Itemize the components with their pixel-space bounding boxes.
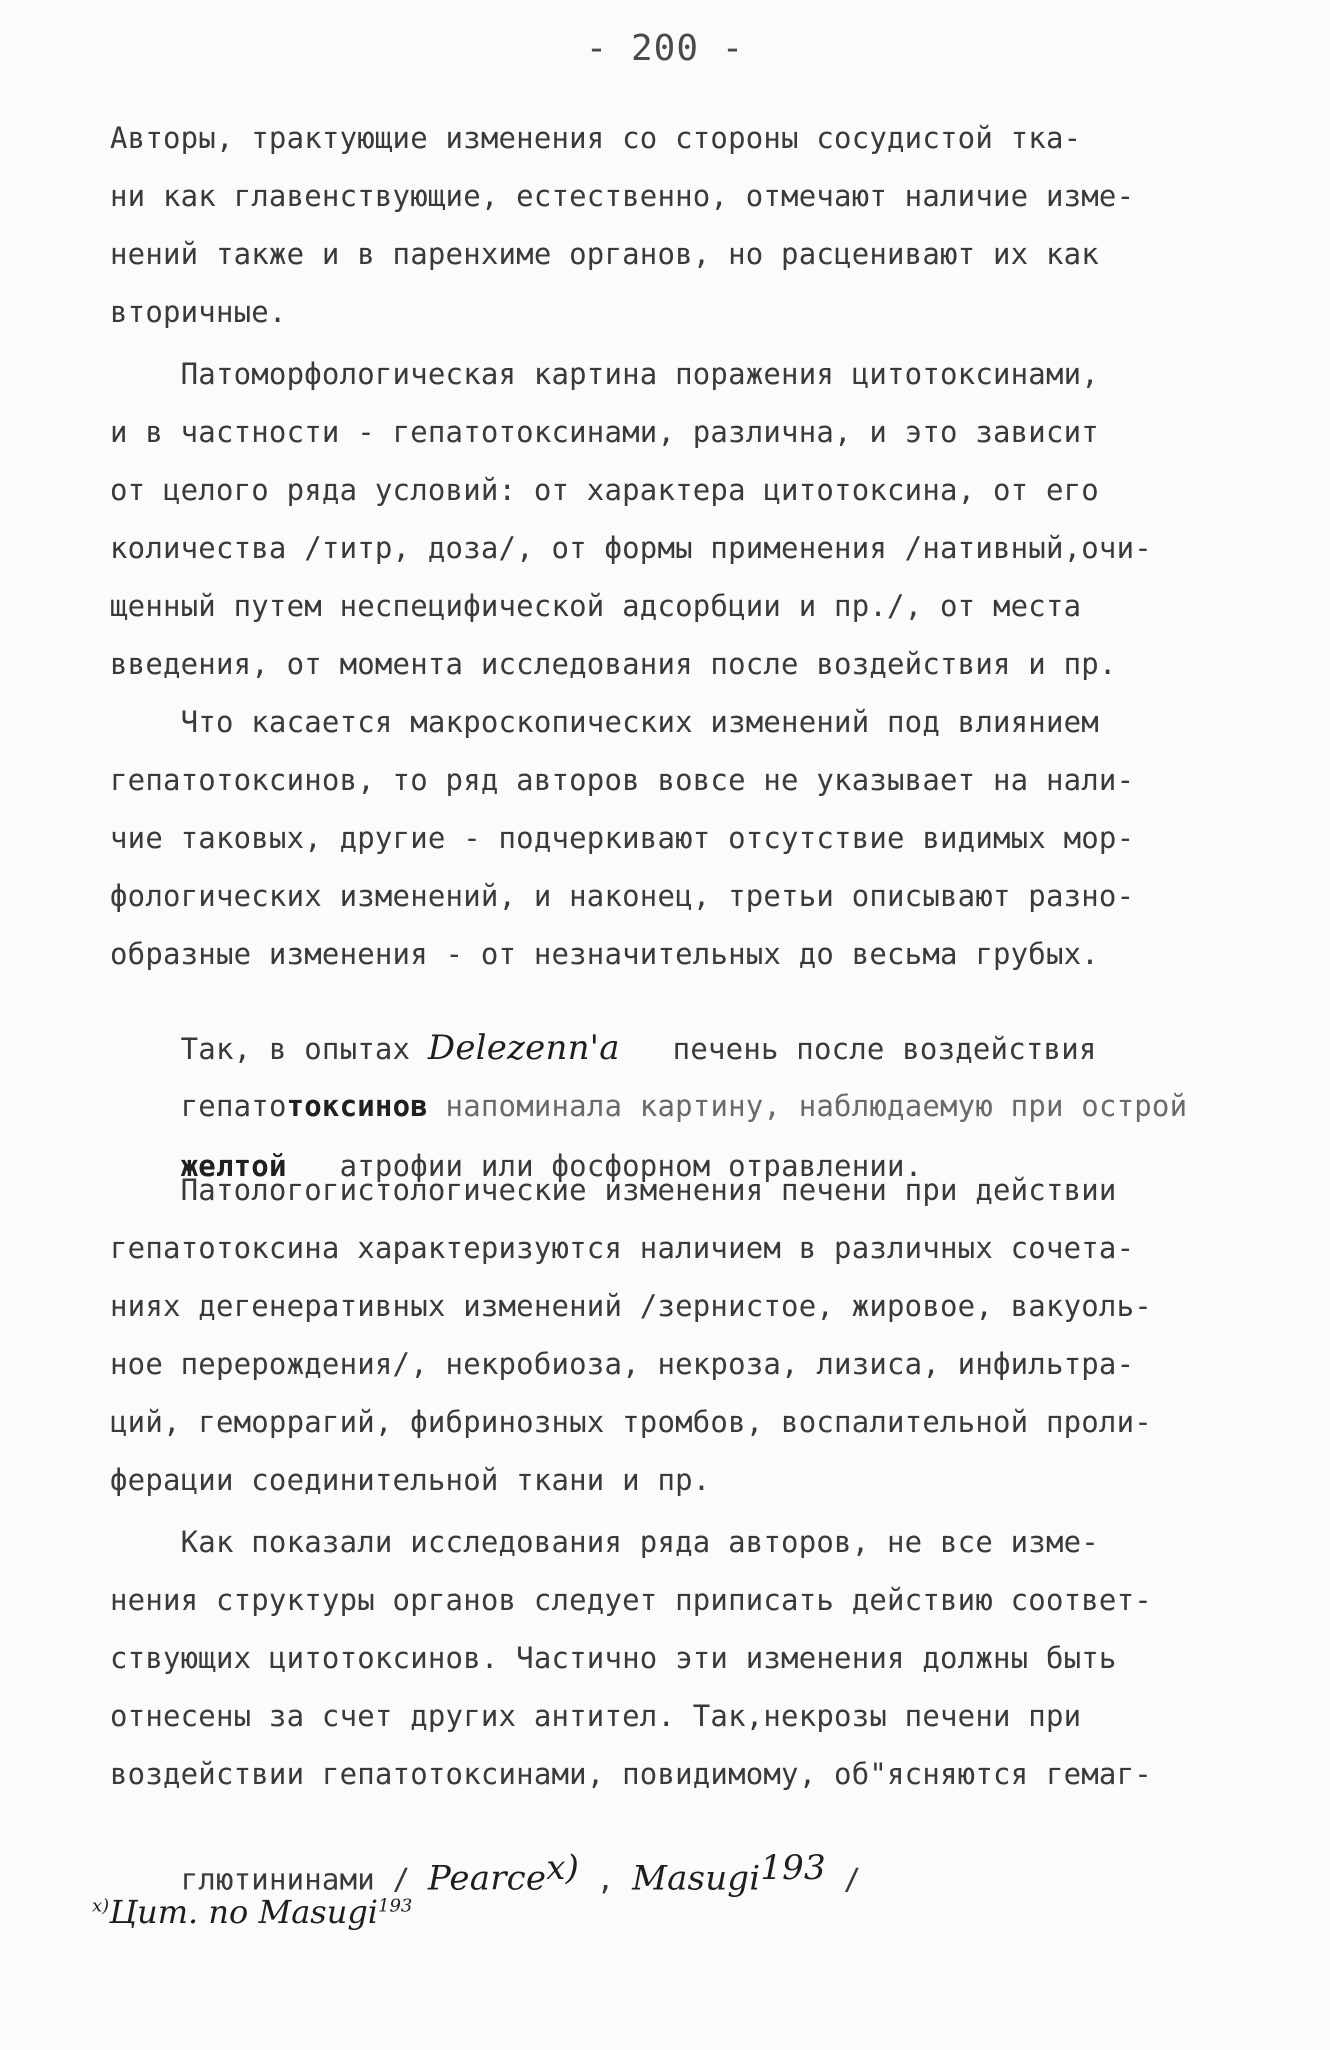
text-fragment: глютининами / <box>180 1862 428 1897</box>
text-line: вторичные. <box>110 295 287 329</box>
text-line: ферации соединительной ткани и пр. <box>110 1463 711 1497</box>
handwritten-name-pearce: Pearce <box>427 1858 547 1899</box>
overtyped-word: токсинов <box>286 1089 428 1123</box>
text-line: Авторы, трактующие изменения со стороны сосудистой тка- <box>110 121 1082 155</box>
page-number: - 200 - <box>585 28 745 69</box>
footnote-mark: x) <box>92 1895 110 1917</box>
text-fragment: Так, в опытах <box>180 1032 428 1066</box>
footnote-text: Цит. по Masugi <box>109 1893 379 1931</box>
text-line: гепатотоксинов, то ряд авторов вовсе не указывает на нали- <box>110 763 1135 797</box>
text-line: фологических изменений, и наконец, третьи описывают разно- <box>110 879 1135 913</box>
text-fragment: атрофии или фосфорном отравлении. <box>286 1149 923 1183</box>
text-line: Что касается макроскопических изменений под влиянием <box>110 705 1099 739</box>
footnote <box>92 1893 412 1931</box>
text-line: гепатотоксина характеризуются наличием в различных сочета- <box>110 1231 1135 1265</box>
text-line: Патоморфологическая картина поражения цитотоксинами, <box>110 357 1099 391</box>
text-line: Патологогистологические изменения печени при действии <box>110 1173 1117 1207</box>
text-line: и в частности - гепатотоксинами, различна, и это зависит <box>110 415 1099 449</box>
text-line: от целого ряда условий: от характера цитотоксина, от его <box>110 473 1099 507</box>
text-line: ное перерождения/, некробиоза, некроза, лизиса, инфильтра- <box>110 1347 1135 1381</box>
text-line: чие таковых, другие - подчеркивают отсутствие видимых мор- <box>110 821 1135 855</box>
text-line: нения структуры органов следует приписать действию соответ- <box>110 1583 1152 1617</box>
text-line: отнесены за счет других антител. Так,некрозы печени при <box>110 1699 1082 1733</box>
text-line: образные изменения - от незначительных до весьма грубых. <box>110 937 1099 971</box>
text-line: воздействии гепатотоксинами, повидимому, об"ясняются гемаг- <box>110 1757 1152 1791</box>
text-line: ни как главенствующие, естественно, отмечают наличие изме- <box>110 179 1135 213</box>
footnote-mark: x) <box>546 1848 580 1888</box>
text-fragment: напоминала картину, наблюдаемую при острой <box>427 1089 1188 1123</box>
text-fragment: печень после воздействия <box>619 1032 1097 1066</box>
reference-number: 193 <box>378 1895 413 1917</box>
overtyped-word: желтой <box>180 1149 287 1183</box>
text-line: щенный путем неспецифической адсорбции и пр./, от места <box>110 589 1082 623</box>
text-line: количества /титр, доза/, от формы применения /нативный,очи- <box>110 531 1152 565</box>
text-line: нений также и в паренхиме органов, но расценивают их как <box>110 237 1099 271</box>
text-line: введения, от момента исследования после воздействия и пр. <box>110 647 1117 681</box>
text-fragment: , <box>579 1862 633 1897</box>
handwritten-name-delezenn: Delezenn'a <box>427 1028 620 1068</box>
text-fragment: гепато <box>180 1089 287 1123</box>
text-line: Как показали исследования ряда авторов, не все изме- <box>110 1525 1099 1559</box>
text-line: ций, геморрагий, фибринозных тромбов, воспалительной проли- <box>110 1405 1152 1439</box>
handwritten-name-masugi: Masugi <box>632 1858 761 1899</box>
reference-number: 193 <box>760 1848 826 1888</box>
text-fragment: / <box>825 1862 862 1897</box>
text-line: ствующих цитотоксинов. Частично эти изменения должны быть <box>110 1641 1117 1675</box>
text-line: ниях дегенеративных изменений /зернистое, жировое, вакуоль- <box>110 1289 1152 1323</box>
